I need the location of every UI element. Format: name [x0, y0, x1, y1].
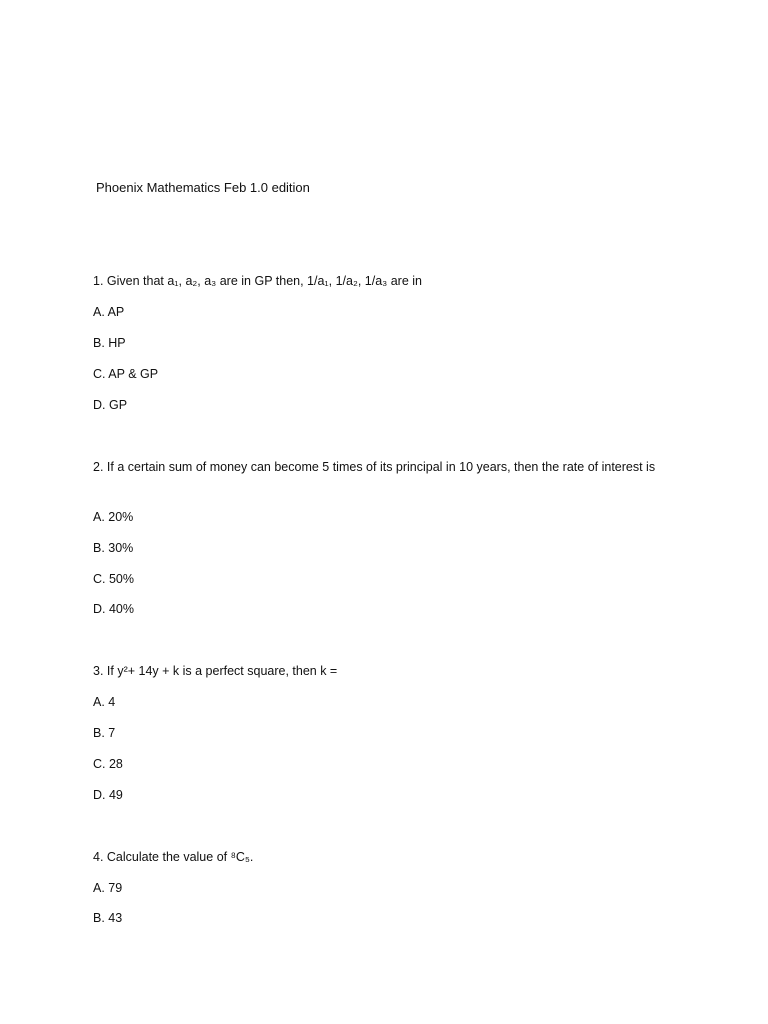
- option-b: B. HP: [93, 336, 126, 350]
- option-a: A. 20%: [93, 510, 134, 524]
- option-d: D. GP: [93, 398, 128, 412]
- question-1: [93, 272, 683, 412]
- option-b: B. 30%: [93, 541, 134, 555]
- option-a: A. 79: [93, 881, 123, 895]
- question-stem: 3. If y²+ 14y + k is a perfect square, then k =: [93, 664, 338, 678]
- option-d: D. 49: [93, 788, 123, 802]
- question-3: [93, 662, 683, 802]
- option-a: A. 4: [93, 695, 116, 709]
- question-stem: 4. Calculate the value of ⁸C₅.: [93, 850, 254, 864]
- question-2: [93, 458, 683, 616]
- question-4: [93, 848, 683, 925]
- option-c: C. AP & GP: [93, 367, 159, 381]
- document-title: Phoenix Mathematics Feb 1.0 edition: [96, 180, 310, 195]
- option-b: B. 43: [93, 911, 123, 925]
- option-a: A. AP: [93, 305, 125, 319]
- question-stem: 1. Given that a₁, a₂, a₃ are in GP then, 1/a₁, 1/a₂, 1/a₃ are in: [93, 274, 422, 288]
- option-d: D. 40%: [93, 602, 134, 616]
- option-b: B. 7: [93, 726, 116, 740]
- question-stem: 2. If a certain sum of money can become 5 times of its principal in 10 years, then the rate of interest is: [93, 460, 656, 474]
- option-c: C. 50%: [93, 572, 134, 586]
- option-c: C. 28: [93, 757, 123, 771]
